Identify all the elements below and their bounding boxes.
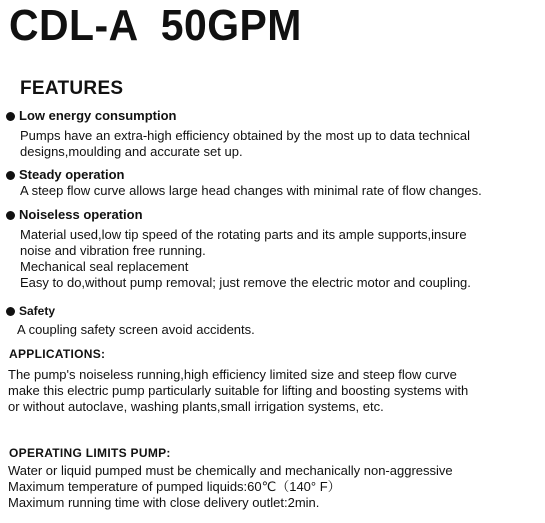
feature-title: Steady operation [19,167,125,182]
features-heading: FEATURES [20,78,124,99]
bullet-icon [6,112,15,121]
feature-description: A coupling safety screen avoid accidents. [17,322,255,337]
feature-steady-operation [6,167,536,199]
feature-title: Noiseless operation [19,207,143,222]
feature-noiseless-operation [6,207,536,291]
feature-description: A steep flow curve allows large head changes with minimal rate of flow changes. [20,183,482,198]
product-title: CDL-A 50GPM [9,1,302,50]
feature-title: Safety [19,304,56,318]
applications-text: The pump's noiseless running,high efficiency limited size and steep flow curve make this electric pump particularly suitable for lifting and boosting systems with or without autoclave, washing plants,small irrigation systems, etc. [8,367,469,414]
applications-heading: APPLICATIONS: [9,347,106,361]
feature-low-energy [6,108,536,160]
operating-limits-text: Water or liquid pumped must be chemically and mechanically non-aggressive Maximum temperature of pumped liquids:60℃（140° F） Maximum running time with close delivery outlet:2min. [8,463,453,510]
feature-description: Material used,low tip speed of the rotating parts and its ample supports,insure noise and vibration free running. Mechanical seal replacement Easy to do,without pump removal; just remove the electric motor and coupling. [20,227,471,290]
bullet-icon [6,307,15,316]
feature-description: Pumps have an extra-high efficiency obtained by the most up to data technical designs,moulding and accurate set up. [20,128,470,159]
feature-title: Low energy consumption [19,108,177,123]
bullet-icon [6,171,15,180]
feature-safety [6,303,536,338]
bullet-icon [6,211,15,220]
operating-limits-heading: OPERATING LIMITS PUMP: [9,446,171,460]
